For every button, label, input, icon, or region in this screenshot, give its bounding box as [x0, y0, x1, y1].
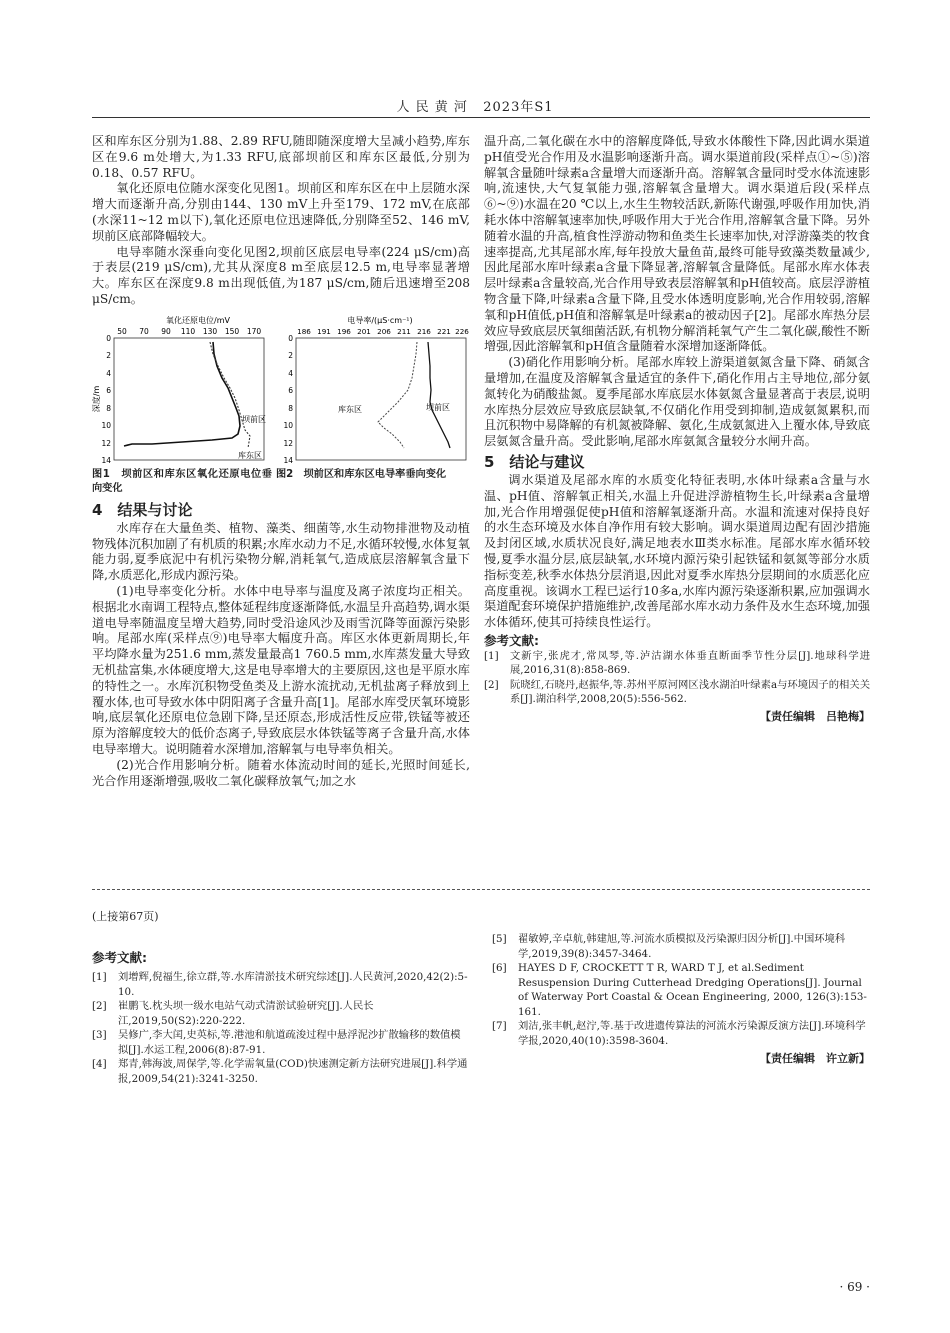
reference-number: [4] — [92, 1058, 107, 1070]
fig2-label-dam: 坝前区 — [426, 402, 450, 412]
reference-text: 翟敏婷,辛卓航,韩建旭,等.河流水质模拟及污染源归因分析[J].中国环境科学,2019,39(8):3457-3464. — [518, 933, 846, 960]
reference-number: [1] — [484, 649, 499, 662]
fig2-line-east — [378, 342, 417, 448]
reference-text: 刘增辉,倪福生,徐立群,等.水库清淤技术研究综述[J].人民黄河,2020,42(2):5-10. — [118, 971, 468, 998]
fig1-ytick: 14 — [101, 455, 111, 464]
fig2-tick: 186 — [297, 326, 311, 336]
fig1-ylabel: 深度/m — [92, 385, 101, 413]
reference-item — [492, 1019, 870, 1048]
fig2-tick: 191 — [317, 326, 331, 336]
reference-number: [3] — [92, 1029, 107, 1041]
fig1-ytick: 8 — [106, 403, 111, 413]
fig1-tick: 90 — [161, 326, 171, 336]
paragraph: 水库存在大量鱼类、植物、藻类、细菌等,水生动物排泄物及动植物残体沉积加剧了有机质的积累;水库水动力不足,水循环较慢,水体复氧能力弱,夏季底泥中有机污染物分解,消耗氧气,造成底层溶解氧含量下降,水质恶化,形成内源污染。 — [92, 520, 470, 583]
references-list — [484, 649, 870, 707]
left-column — [92, 134, 470, 789]
reference-item — [492, 961, 870, 1019]
reference-text: 刘洁,张丰帆,赵泞,等.基于改进遗传算法的河流水污染源反演方法[J].环境科学学报,2020,40(10):3598-3604. — [518, 1020, 866, 1047]
fig2-label-east: 库东区 — [338, 404, 362, 414]
paragraph: 温升高,二氧化碳在水中的溶解度降低,导致水体酸性下降,因此调水渠道pH值受光合作用及水温影响逐渐升高。调水渠道前段(采样点①~⑤)溶解氧含量随叶绿素a含量增大而逐渐升高。溶解氧含量同时受水体流速影响,流速快,大气复氧能力强,溶解氧含量增大。调水渠道后段(采样点⑥~⑨)水温在20 ℃以上,水生生物较活跃,新陈代谢强,呼吸作用加快,消耗水体中溶解氧速率加快,呼吸作用大于光合作用,溶解氧含量下降。另外随着水温的升高,植食性浮游动物和鱼类生长速率加快,对浮游藻类的牧食速率提高,尤其尾部水库,每年投放大量鱼苗,最终可能导致藻类数量减少,因此尾部水库叶绿素a含量下降显著,溶解氧含量降低。尾部水库水体表层叶绿素a含量较高,光合作用导致表层溶解氧和pH值较高。底层浮游植物含量下降,叶绿素a含量下降,且受水体透明度影响,光合作用较弱,溶解氧和pH值低,pH值和溶解氧是叶绿素a的被动因子[2]。尾部水库热分层效应导致底层厌氧细菌活跃,有机物分解消耗氧气产生二氧化碳,酸性不断增强,因此溶解氧和pH值含量随着水深增加逐渐降低。 — [484, 134, 870, 354]
fig1-ytick: 6 — [106, 385, 111, 395]
fig2-tick: 211 — [397, 326, 411, 336]
fig2-ytick: 4 — [288, 368, 293, 378]
responsible-editor: 【责任编辑 许立新】 — [760, 1052, 870, 1065]
section-4-title: 4 结果与讨论 — [92, 500, 193, 519]
reference-item — [92, 999, 470, 1028]
fig2-ytick: 2 — [288, 350, 293, 360]
fig1-tick: 50 — [117, 326, 127, 336]
fig1-ytick: 10 — [101, 420, 111, 430]
reference-item — [492, 932, 870, 961]
reference-number: [2] — [484, 678, 499, 691]
fig1-tick: 130 — [202, 326, 218, 336]
responsible-editor: 【责任编辑 吕艳梅】 — [760, 709, 870, 723]
fig2-frame — [296, 338, 466, 460]
figure-2-caption: 图2 坝前区和库东区电导率垂向变化 — [276, 468, 447, 480]
figures — [92, 314, 470, 464]
paragraph: (2)光合作用影响分析。随着水体流动时间的延长,光照时间延长,光合作用逐渐增强,吸收二氧化碳释放氧气;加之水 — [92, 757, 470, 788]
fig2-tick: 201 — [357, 326, 371, 336]
paragraph: 氧化还原电位随水深变化见图1。坝前区和库东区在中上层随水深增大而逐渐升高,分别由144、130 mV上升至179、172 mV,在底部(水深11~12 m以下),氧化还原电位迅速降低,分别降至52、146 mV,坝前区底部降幅较大。 — [92, 181, 470, 243]
fig2-tick: 226 — [455, 326, 469, 336]
reference-item — [92, 1057, 470, 1086]
reference-number: [7] — [492, 1020, 507, 1032]
page-number: · 69 · — [839, 1280, 870, 1294]
paragraph: (3)硝化作用影响分析。尾部水库较上游渠道氨氮含量下降、硝氮含量增加,在温度及溶解氧含量适宜的条件下,硝化作用占主导地位,部分氨氮转化为硝酸盐氮。夏季尾部水库底层水体氨氮含量显著高于表层,说明水库热分层效应导致底层缺氧,不仅硝化作用受到抑制,造成氨氮累积,而且沉积物中易降解的有机氮被降解、氨化,生成氨氮进入上覆水体,导致底层氨氮含量升高。受此影响,尾部水库氨氮含量较分水闸升高。 — [484, 355, 870, 449]
fig2-ytick: 8 — [288, 403, 293, 413]
fig2-tick: 221 — [437, 326, 451, 336]
fig1-tick: 170 — [246, 326, 262, 336]
reference-number: [2] — [92, 1000, 107, 1012]
fig2-tick: 216 — [417, 326, 431, 336]
references-list — [492, 932, 870, 1048]
reference-text: 郑青,韩海波,周保学,等.化学需氧量(COD)快速测定新方法研究进展[J].科学通报,2009,54(21):3241-3250. — [118, 1058, 468, 1085]
reference-text: 吴修广,李大闰,史英标,等.港池和航道疏浚过程中悬浮泥沙扩散输移的数值模拟[J].水运工程,2006(8):87-91. — [118, 1029, 461, 1056]
fig1-tick: 150 — [224, 326, 240, 336]
paragraph: 电导率随水深垂向变化见图2,坝前区底层电导率(224 μS/cm)高于表层(219 μS/cm),尤其从深度8 m至底层12.5 m,电导率显著增大。库东区在深度9.8 m出现低值,为187 μS/cm,随后迅速增至208 μS/cm。 — [92, 244, 470, 306]
fig2-ytick: 12 — [283, 438, 293, 448]
fig2-tick: 196 — [337, 326, 351, 336]
reference-text: 崔鹏飞.枕头坝一级水电站气动式清淤试验研究[J].人民长江,2019,50(S2):220-222. — [118, 1000, 374, 1027]
fig1-ytick: 4 — [106, 368, 111, 378]
bottom-references-right — [492, 933, 870, 1066]
fig2-ytick: 6 — [288, 385, 293, 395]
reference-text: 文新宇,张虎才,常凤琴,等.泸沽湖水体垂直断面季节性分层[J].地球科学进展,2016,31(8):858-869. — [510, 649, 870, 677]
fig2-ytick: 14 — [283, 455, 293, 464]
reference-number: [1] — [92, 971, 107, 983]
references-title: 参考文献: — [484, 632, 539, 648]
fig1-ytick: 2 — [106, 350, 111, 360]
fig2-axis-title: 电导率/(μS·cm⁻¹) — [347, 315, 413, 325]
reference-text: HAYES D F, CROCKETT T R, WARD T J, et al.Sediment Resuspension During Cutterhead Dredging Operations[J]. Journal of Waterway Port Coastal & Ocean Engineering, 2000, 126(3):153-161. — [518, 962, 867, 1018]
figure-2-conductivity-profile — [280, 314, 470, 464]
paragraph: 区和库东区分别为1.88、2.89 RFU,随即随深度增大呈减小趋势,库东区在9.6 m处增大,为1.33 RFU,底部坝前区和库东区最低,分别为0.18、0.57 RFU。 — [92, 134, 470, 180]
paragraph: 调水渠道及尾部水库的水质变化特征表明,水体叶绿素a含量与水温、pH值、溶解氧正相关,水温上升促进浮游植物生长,叶绿素a含量增加,光合作用增强促使pH值和溶解氧逐渐升高。水温和流速对保持良好的水生态环境及水体自净作用有较大影响。调水渠道周边配有固沙措施及封闭区域,水质状况良好,满足地表水Ⅲ类水标准。尾部水库水循环较慢,夏季水温分层,底层缺氧,水环境内源污染引起铁锰和氨氮等部分水质指标变差,秋季水体热分层消退,因此对夏季水库热分层期间的水质恶化应高度重视。该调水工程已运行10多a,水库内源污染逐渐积累,应加强调水渠道配套环境保护措施维护,改善尾部水库水动力条件及水生态环境,加强水体循环,使其可持续良性运行。 — [484, 472, 870, 630]
reference-item — [92, 970, 470, 999]
fig1-ytick: 12 — [101, 438, 111, 448]
fig1-axis-title: 氧化还原电位/mV — [166, 315, 230, 325]
figure-1-caption: 图1 坝前区和库东区氧化还原电位垂向变化 — [92, 468, 272, 494]
reference-item — [484, 678, 870, 707]
fig2-ytick: 0 — [288, 333, 293, 343]
references-list — [92, 970, 470, 1086]
bottom-references-left — [92, 946, 470, 1086]
reference-number: [6] — [492, 962, 507, 974]
fig1-ytick: 0 — [106, 333, 111, 343]
running-header — [0, 96, 950, 115]
fig2-tick: 206 — [377, 326, 391, 336]
fig2-line-dam-front — [428, 342, 450, 448]
figure-captions — [92, 468, 470, 496]
fig1-line-dam-front — [124, 342, 240, 446]
continued-note: (上接第67页) — [92, 910, 159, 923]
figure-1-redox-profile — [92, 314, 272, 464]
section-5-title: 5 结论与建议 — [484, 452, 585, 471]
fig2-ytick: 10 — [283, 420, 293, 430]
paragraph: (1)电导率变化分析。水体中电导率与温度及离子浓度均正相关。根据北水南调工程特点,整体延程纬度逐渐降低,水温呈升高趋势,调水渠道电导率随温度呈增大趋势,同时受沿途风沙及雨雪沉降等面源污染影响。尾部水库(采样点⑨)电导率大幅度升高。库区水体更新周期长,年平均降水量为251.6 mm,蒸发量最高1 760.5 mm,水库蒸发量大导致无机盐富集,水体硬度增大,这是电导率增大的主要原因,这也是平原水库的特性之一。水库沉积物受鱼类及上游水流扰动,无机盐离子释放到上覆水体,也可导致水体中阴阳离子含量升高[1]。尾部水库受厌氧环境影响,底层氧化还原电位急剧下降,呈还原态,形成活性反应带,铁锰等被还原为溶解度较大的低价态离子,导致底层水体铁锰等离子含量升高,水体电导率增大。说明随着水深增加,溶解氧与电导率负相关。 — [92, 583, 470, 756]
reference-number: [5] — [492, 933, 507, 945]
references-title: 参考文献: — [92, 950, 147, 965]
fig1-label-east: 库东区 — [238, 450, 262, 460]
header-rule — [92, 117, 870, 118]
reference-item — [484, 649, 870, 678]
right-column — [484, 134, 870, 725]
section-divider — [92, 889, 870, 890]
fig1-label-dam: 坝前区 — [242, 414, 266, 424]
reference-text: 阮晓红,石晓丹,赵振华,等.苏州平原河网区浅水湖泊叶绿素a与环境因子的相关关系[J].湖泊科学,2008,20(5):556-562. — [510, 678, 870, 706]
journal-name: 人 民 黄 河 — [396, 100, 468, 115]
fig1-tick: 70 — [139, 326, 149, 336]
reference-item — [92, 1028, 470, 1057]
fig1-tick: 110 — [180, 326, 196, 336]
journal-issue: 2023年S1 — [483, 100, 554, 115]
